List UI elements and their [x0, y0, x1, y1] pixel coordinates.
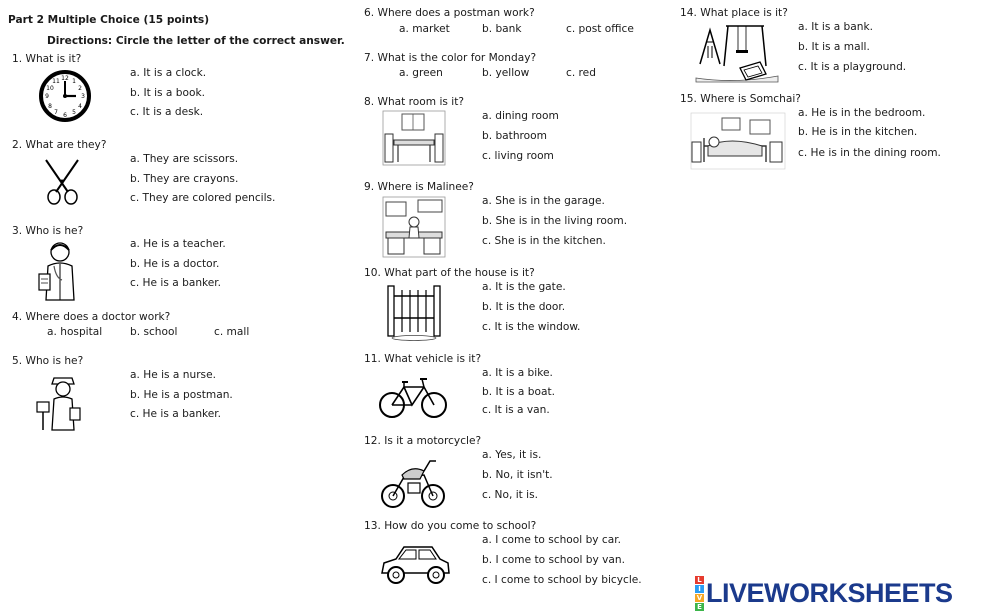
svg-text:6: 6 — [63, 112, 67, 119]
q12-option-b[interactable]: b. No, it isn't. — [482, 469, 553, 481]
logo-cube-e: E — [695, 603, 704, 611]
q3-option-c[interactable]: c. He is a banker. — [130, 277, 222, 289]
q5-option-c[interactable]: c. He is a banker. — [130, 408, 222, 420]
kitchen-icon — [382, 196, 446, 258]
q10-option-b[interactable]: b. It is the door. — [482, 301, 566, 313]
question-13: 13. How do you come to school? — [364, 520, 537, 532]
playground-icon — [694, 22, 780, 84]
q3-option-a[interactable]: a. He is a teacher. — [130, 238, 226, 250]
logo-cube-l: L — [695, 576, 704, 584]
q8-option-b[interactable]: b. bathroom — [482, 130, 547, 142]
svg-text:8: 8 — [48, 103, 52, 110]
question-10: 10. What part of the house is it? — [364, 267, 535, 279]
svg-text:7: 7 — [54, 109, 58, 116]
q8-option-a[interactable]: a. dining room — [482, 110, 559, 122]
q4-option-a[interactable]: a. hospital — [47, 326, 103, 338]
q7-option-b[interactable]: b. yellow — [482, 67, 530, 79]
q2-option-a[interactable]: a. They are scissors. — [130, 153, 239, 165]
q15-option-c[interactable]: c. He is in the dining room. — [798, 147, 941, 159]
logo-cube-v: V — [696, 594, 703, 602]
q6-option-a[interactable]: a. market — [399, 23, 450, 35]
question-7: 7. What is the color for Monday? — [364, 52, 537, 64]
q15-option-a[interactable]: a. He is in the bedroom. — [798, 107, 926, 119]
q5-option-b[interactable]: b. He is a postman. — [130, 389, 233, 401]
question-6: 6. Where does a postman work? — [364, 7, 535, 19]
svg-text:4: 4 — [78, 103, 82, 110]
q14-option-c[interactable]: c. It is a playground. — [798, 61, 907, 73]
logo-cubes — [695, 576, 704, 611]
question-2: 2. What are they? — [12, 139, 107, 151]
q6-option-b[interactable]: b. bank — [482, 23, 522, 35]
bedroom-icon — [690, 112, 786, 170]
q14-option-a[interactable]: a. It is a bank. — [798, 21, 873, 33]
q9-option-b[interactable]: b. She is in the living room. — [482, 215, 628, 227]
q12-option-c[interactable]: c. No, it is. — [482, 489, 538, 501]
q7-option-a[interactable]: a. green — [399, 67, 443, 79]
question-12: 12. Is it a motorcycle? — [364, 435, 482, 447]
postman-icon — [34, 372, 86, 432]
question-1: 1. What is it? — [12, 53, 82, 65]
svg-text:12: 12 — [61, 75, 69, 82]
clock-icon — [38, 69, 92, 123]
bicycle-icon — [378, 374, 448, 420]
q9-option-c[interactable]: c. She is in the kitchen. — [482, 235, 606, 247]
svg-text:11: 11 — [52, 78, 60, 85]
q15-option-b[interactable]: b. He is in the kitchen. — [798, 126, 918, 138]
motorcycle-icon — [380, 455, 446, 511]
page-title: Part 2 Multiple Choice (15 points) — [8, 14, 210, 26]
question-15: 15. Where is Somchai? — [680, 93, 801, 105]
q2-option-b[interactable]: b. They are crayons. — [130, 173, 239, 185]
q2-option-c[interactable]: c. They are colored pencils. — [130, 192, 276, 204]
logo-cube-i: I — [695, 585, 704, 593]
q10-option-a[interactable]: a. It is the gate. — [482, 281, 566, 293]
svg-text:9: 9 — [45, 93, 49, 100]
question-5: 5. Who is he? — [12, 355, 84, 367]
q11-option-a[interactable]: a. It is a bike. — [482, 367, 553, 379]
liveworksheets-logo — [695, 576, 953, 611]
question-3: 3. Who is he? — [12, 225, 84, 237]
q8-option-c[interactable]: c. living room — [482, 150, 554, 162]
q11-option-b[interactable]: b. It is a boat. — [482, 386, 556, 398]
directions: Directions: Circle the letter of the correct answer. — [47, 35, 345, 47]
svg-text:1: 1 — [72, 78, 76, 85]
q4-option-c[interactable]: c. mall — [214, 326, 250, 338]
q9-option-a[interactable]: a. She is in the garage. — [482, 195, 605, 207]
q7-option-c[interactable]: c. red — [566, 67, 596, 79]
dining-room-icon — [382, 110, 446, 166]
q13-option-b[interactable]: b. I come to school by van. — [482, 554, 626, 566]
car-icon — [378, 541, 452, 587]
q1-option-c[interactable]: c. It is a desk. — [130, 106, 204, 118]
q13-option-c[interactable]: c. I come to school by bicycle. — [482, 574, 642, 586]
q3-option-b[interactable]: b. He is a doctor. — [130, 258, 220, 270]
q14-option-b[interactable]: b. It is a mall. — [798, 41, 870, 53]
question-11: 11. What vehicle is it? — [364, 353, 482, 365]
q5-option-a[interactable]: a. He is a nurse. — [130, 369, 216, 381]
svg-text:5: 5 — [72, 109, 76, 116]
question-4: 4. Where does a doctor work? — [12, 311, 171, 323]
question-14: 14. What place is it? — [680, 7, 788, 19]
q11-option-c[interactable]: c. It is a van. — [482, 404, 550, 416]
q1-option-a[interactable]: a. It is a clock. — [130, 67, 207, 79]
doctor-icon — [36, 238, 84, 304]
svg-text:2: 2 — [78, 85, 82, 92]
logo-wordmark: LIVEWORKSHEETS — [706, 578, 953, 608]
q10-option-c[interactable]: c. It is the window. — [482, 321, 581, 333]
svg-text:10: 10 — [46, 85, 54, 92]
q4-option-b[interactable]: b. school — [130, 326, 178, 338]
scissors-icon — [38, 158, 88, 206]
question-9: 9. Where is Malinee? — [364, 181, 474, 193]
gate-icon — [382, 282, 446, 342]
q13-option-a[interactable]: a. I come to school by car. — [482, 534, 621, 546]
q12-option-a[interactable]: a. Yes, it is. — [482, 449, 542, 461]
q6-option-c[interactable]: c. post office — [566, 23, 634, 35]
question-8: 8. What room is it? — [364, 96, 464, 108]
q1-option-b[interactable]: b. It is a book. — [130, 87, 205, 99]
svg-text:3: 3 — [81, 93, 85, 100]
